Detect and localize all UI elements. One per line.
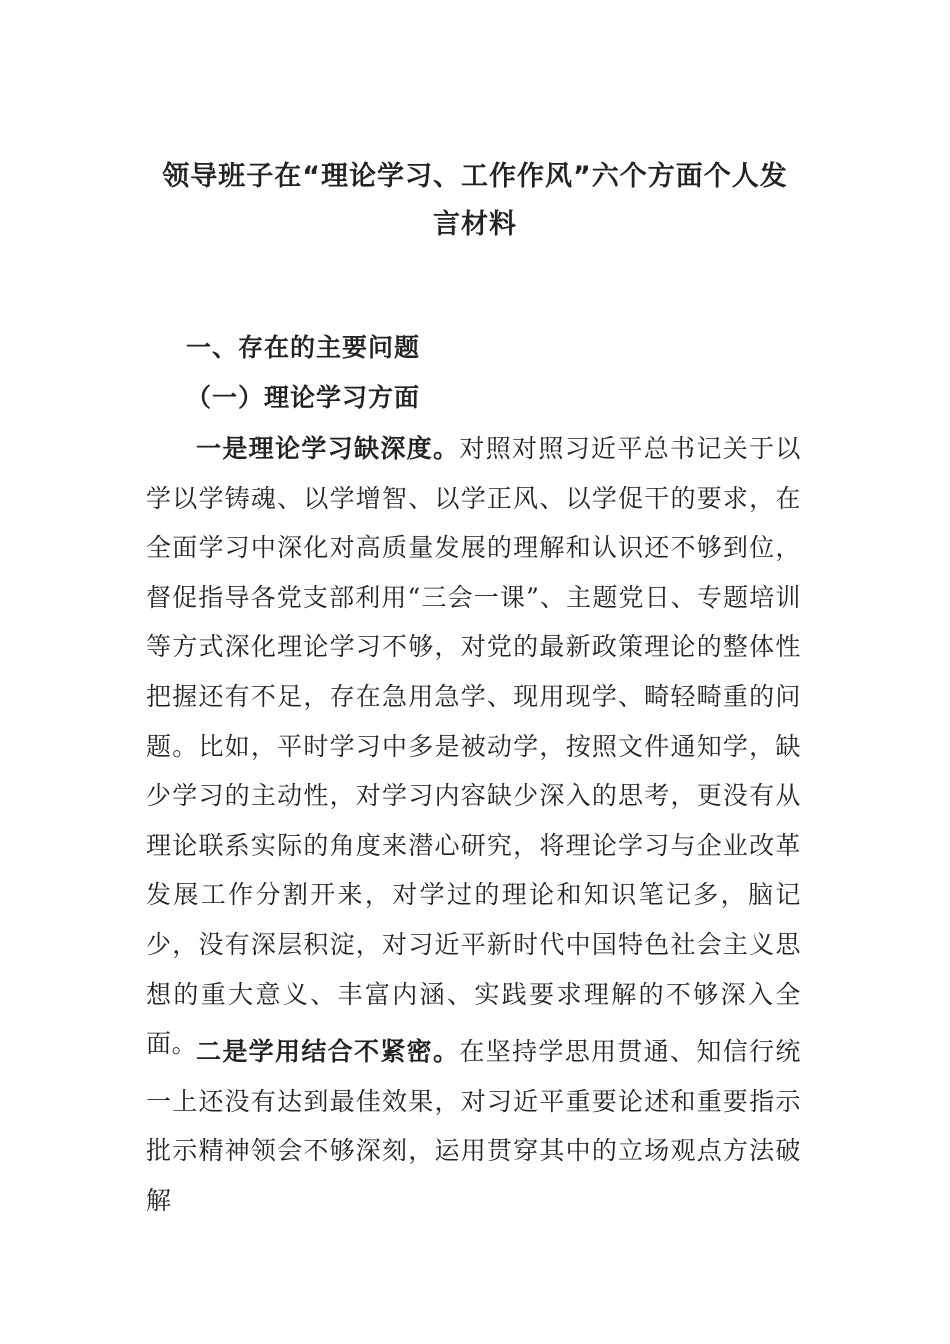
paragraph-body: 对照对照习近平总书记关于以学以学铸魂、以学增智、以学正风、以学促干的要求，在全面学习中深化对高质量发展的理解和认识还不够到位，督促指导各党支部利用“三会一课”、主题党日、专题培训等方式深化理论学习不够，对党的最新政策理论的整体性把握还有不足，存在急用急学、现用现学、畸轻畸重的问题。比如，平时学习中多是被动学，按照文件通知学，缺少学习的主动性，对学习内容缺少深入的思考，更没有从理论联系实际的角度来潜心研究，将理论学习与企业改革发展工作分割开来，对学过的理论和知识笔记多，脑记少，没有深层积淀，对习近平新时代中国特色社会主义思想的重大意义、丰富内涵、实践要求理解的不够深入全面。 — [146, 434, 801, 1059]
paragraph-theory-depth — [146, 424, 801, 1069]
section-heading: 一、存在的主要问题 — [186, 333, 421, 362]
paragraph-lead: 一是理论学习缺深度。 — [196, 434, 460, 463]
paragraph-body: 在坚持学思用贯通、知信行统一上还没有达到最佳效果，对习近平重要论述和重要指示批示精神领会不够深刻，运用贯穿其中的立场观点方法破解 — [146, 1037, 801, 1215]
document-title: 领导班子在“理论学习、工作作风”六个方面个人发言材料 — [162, 161, 788, 240]
subsection-heading: （一）理论学习方面 — [186, 383, 421, 412]
paragraph-study-application — [146, 1027, 801, 1225]
paragraph-lead: 二是学用结合不紧密。 — [196, 1037, 460, 1066]
